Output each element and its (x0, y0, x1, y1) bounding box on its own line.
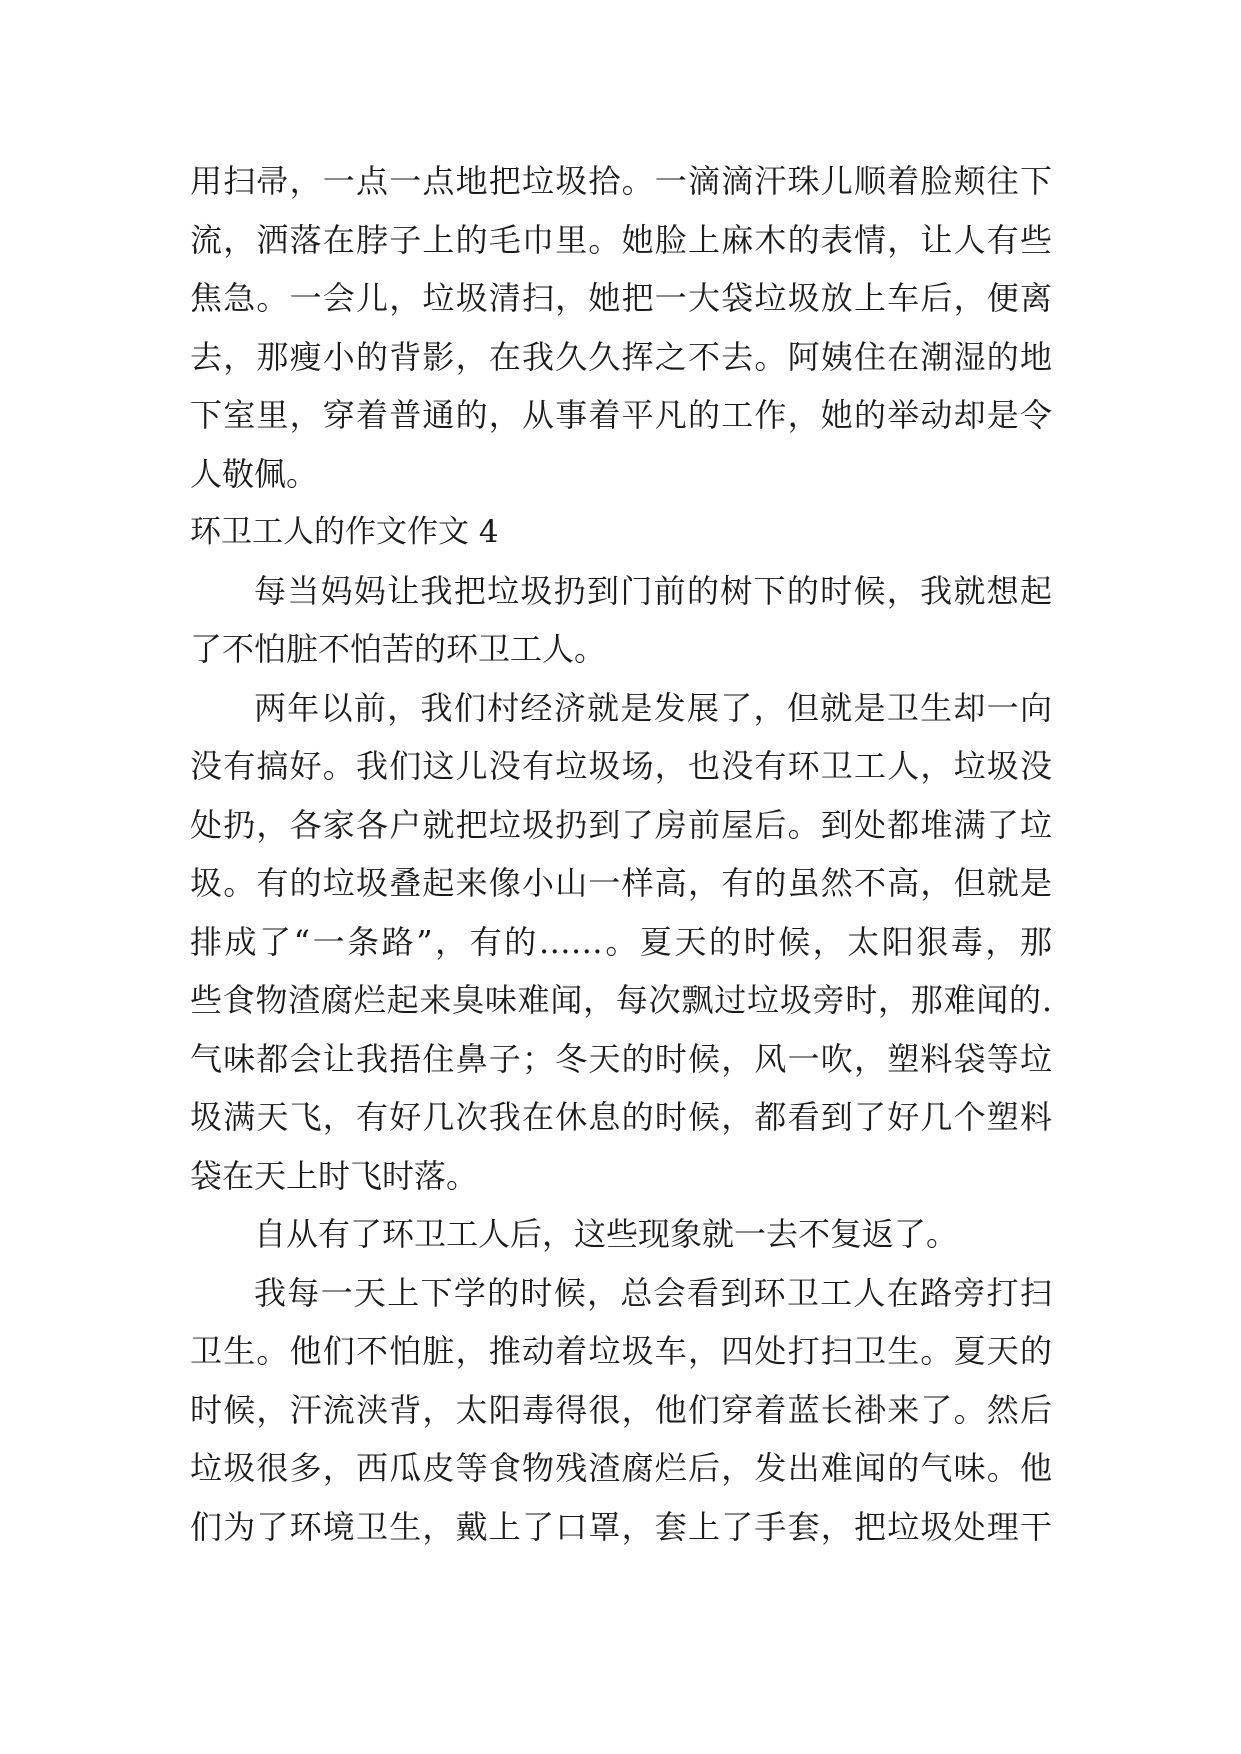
text-line: 袋在天上时飞时落。 (190, 1156, 479, 1195)
paragraph-first-line: 自从有了环卫工人后，这些现象就一去不复返了。 (254, 1215, 959, 1253)
text-line: 下室里，穿着普通的，从事着平凡的工作，她的举动却是令 (190, 396, 1052, 434)
text-line: 垃圾很多，西瓜皮等食物残渣腐烂后，发出难闻的气味。他 (190, 1449, 1052, 1487)
text-line: 圾满天飞，有好几次我在休息的时候，都看到了好几个塑料 (190, 1098, 1052, 1136)
text-line: 没有搞好。我们这儿没有垃圾场，也没有环卫工人，垃圾没 (190, 747, 1052, 785)
text-line: 时候，汗流浃背，太阳毒得很，他们穿着蓝长褂来了。然后 (190, 1390, 1052, 1429)
section-heading: 环卫工人的作文作文 4 (190, 514, 499, 550)
paragraph-first-line: 我每一天上下学的时候，总会看到环卫工人在路旁打扫 (254, 1273, 1052, 1312)
text-line: 去，那瘦小的背影，在我久久挥之不去。阿姨住在潮湿的地 (190, 337, 1052, 376)
text-line: 焦急。一会儿，垃圾清扫，她把一大袋垃圾放上车后，便离 (190, 279, 1052, 317)
text-line: 圾。有的垃圾叠起来像小山一样高，有的虽然不高，但就是 (190, 864, 1052, 902)
text-line: 气味都会让我捂住鼻子；冬天的时候，风一吹，塑料袋等垃 (190, 1039, 1052, 1078)
text-line: 卫生。他们不怕脏，推动着垃圾车，四处打扫卫生。夏天的 (190, 1332, 1052, 1370)
text-line: 人敬佩。 (190, 454, 319, 493)
text-line: 处扔，各家各户就把垃圾扔到了房前屋后。到处都堆满了垃 (190, 805, 1052, 844)
paragraph-first-line: 两年以前，我们村经济就是发展了，但就是卫生却一向 (254, 688, 1052, 727)
text-line: 些食物渣腐烂起来臭味难闻，每次飘过垃圾旁时，那难闻的. (190, 981, 1052, 1019)
text-line: 们为了环境卫生，戴上了口罩，套上了手套，把垃圾处理干 (190, 1507, 1052, 1546)
document-page (190, 152, 1052, 1556)
paragraph-first-line: 每当妈妈让我把垃圾扔到门前的树下的时候，我就想起 (254, 571, 1052, 610)
text-line: 排成了“一条路”，有的……。夏天的时候，太阳狠毒，那 (190, 922, 1052, 961)
text-line: 用扫帚，一点一点地把垃圾拾。一滴滴汗珠儿顺着脸颊往下 (190, 162, 1052, 200)
text-line: 了不怕脏不怕苦的环卫工人。 (190, 630, 607, 668)
text-line: 流，洒落在脖子上的毛巾里。她脸上麻木的表情，让人有些 (190, 220, 1052, 259)
